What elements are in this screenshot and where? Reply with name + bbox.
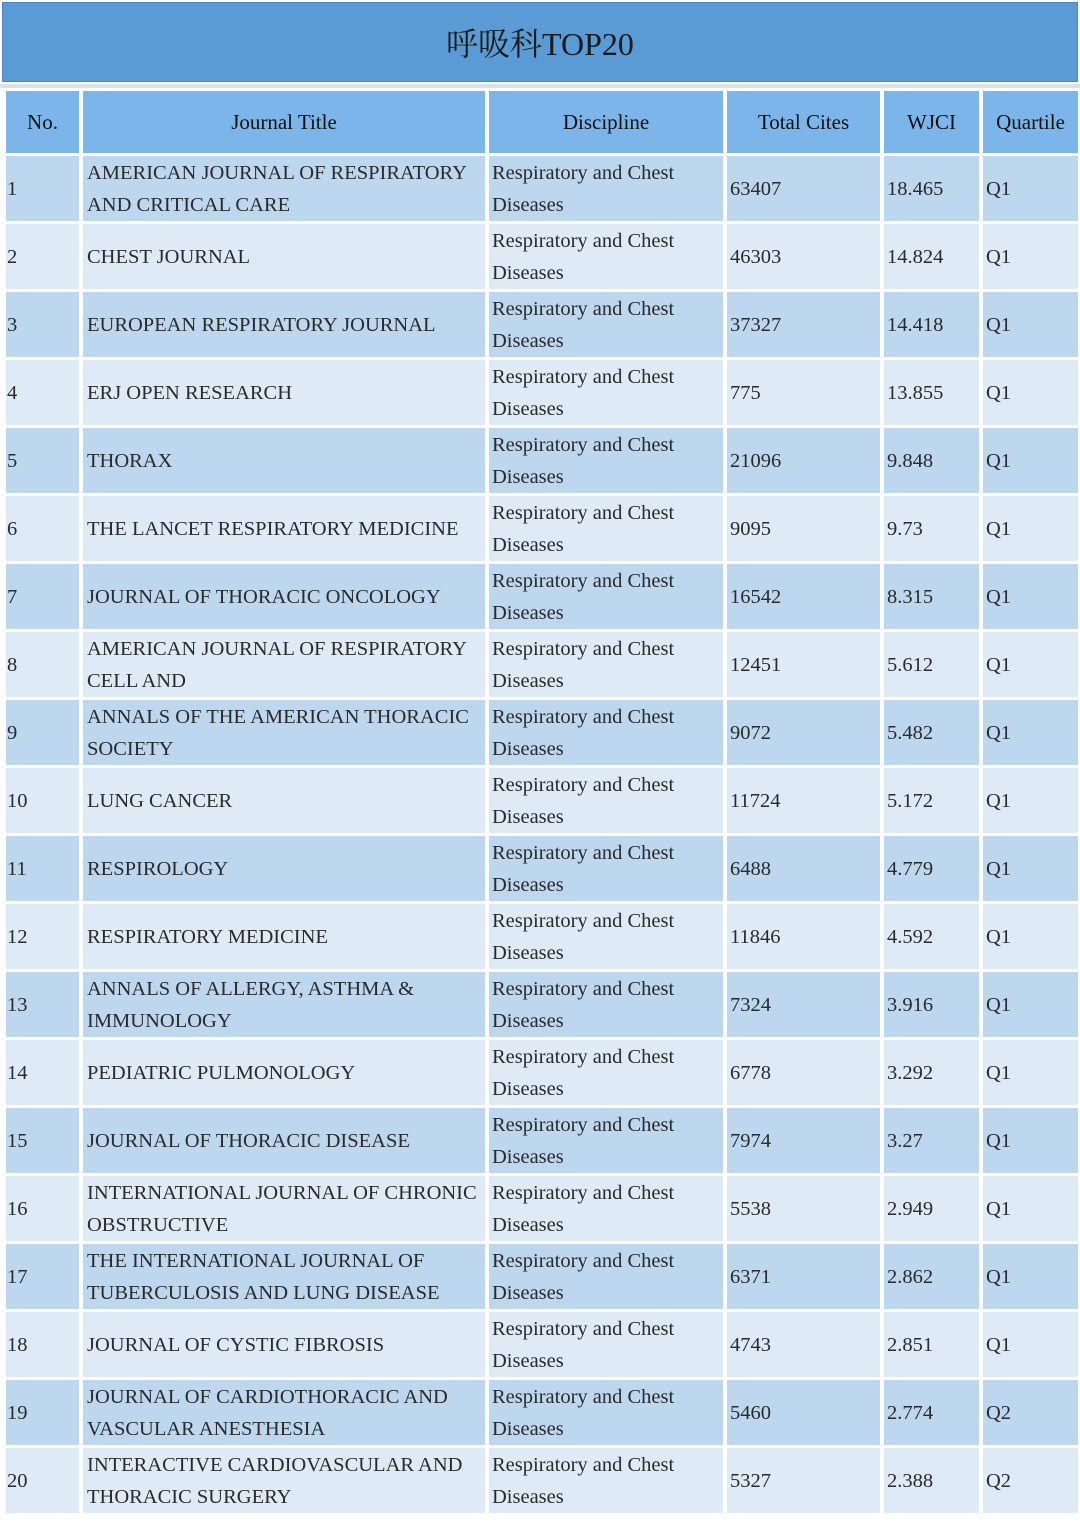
cell-no: 15 — [6, 1108, 79, 1173]
cell-wjci: 14.824 — [884, 224, 979, 289]
cell-no: 13 — [6, 972, 79, 1037]
cell-quartile: Q1 — [983, 156, 1078, 221]
cell-quartile: Q1 — [983, 836, 1078, 901]
cell-discipline: Respiratory and Chest Diseases — [489, 1448, 723, 1513]
cell-wjci: 9.848 — [884, 428, 979, 493]
cell-total-cites: 16542 — [727, 564, 880, 629]
cell-journal-title: THORAX — [83, 428, 485, 493]
table-row — [6, 768, 1078, 833]
cell-journal-title: JOURNAL OF THORACIC ONCOLOGY — [83, 564, 485, 629]
cell-no: 17 — [6, 1244, 79, 1309]
cell-wjci: 9.73 — [884, 496, 979, 561]
cell-journal-title: JOURNAL OF THORACIC DISEASE — [83, 1108, 485, 1173]
cell-quartile: Q1 — [983, 1040, 1078, 1105]
cell-quartile: Q1 — [983, 904, 1078, 969]
cell-quartile: Q1 — [983, 700, 1078, 765]
cell-quartile: Q1 — [983, 1108, 1078, 1173]
cell-journal-title: CHEST JOURNAL — [83, 224, 485, 289]
cell-discipline: Respiratory and Chest Diseases — [489, 1380, 723, 1445]
cell-no: 18 — [6, 1312, 79, 1377]
cell-wjci: 8.315 — [884, 564, 979, 629]
table-row — [6, 156, 1078, 221]
cell-journal-title: RESPIRATORY MEDICINE — [83, 904, 485, 969]
cell-discipline: Respiratory and Chest Diseases — [489, 700, 723, 765]
cell-quartile: Q1 — [983, 496, 1078, 561]
cell-no: 19 — [6, 1380, 79, 1445]
cell-total-cites: 5327 — [727, 1448, 880, 1513]
cell-total-cites: 6778 — [727, 1040, 880, 1105]
cell-no: 20 — [6, 1448, 79, 1513]
cell-wjci: 5.612 — [884, 632, 979, 697]
cell-wjci: 5.172 — [884, 768, 979, 833]
table-row — [6, 836, 1078, 901]
cell-discipline: Respiratory and Chest Diseases — [489, 224, 723, 289]
cell-journal-title: AMERICAN JOURNAL OF RESPIRATORY CELL AND — [83, 632, 485, 697]
cell-quartile: Q1 — [983, 224, 1078, 289]
cell-total-cites: 5460 — [727, 1380, 880, 1445]
cell-discipline: Respiratory and Chest Diseases — [489, 904, 723, 969]
header-journal-title: Journal Title — [83, 91, 485, 153]
cell-journal-title: THE LANCET RESPIRATORY MEDICINE — [83, 496, 485, 561]
cell-no: 5 — [6, 428, 79, 493]
cell-total-cites: 11724 — [727, 768, 880, 833]
cell-wjci: 3.292 — [884, 1040, 979, 1105]
header-row — [6, 91, 1078, 153]
cell-no: 10 — [6, 768, 79, 833]
cell-journal-title: JOURNAL OF CARDIOTHORACIC AND VASCULAR ANESTHESIA — [83, 1380, 485, 1445]
table-row — [6, 1040, 1078, 1105]
cell-no: 3 — [6, 292, 79, 357]
cell-total-cites: 37327 — [727, 292, 880, 357]
cell-no: 14 — [6, 1040, 79, 1105]
cell-wjci: 4.592 — [884, 904, 979, 969]
cell-quartile: Q1 — [983, 360, 1078, 425]
cell-quartile: Q1 — [983, 768, 1078, 833]
cell-journal-title: PEDIATRIC PULMONOLOGY — [83, 1040, 485, 1105]
cell-wjci: 14.418 — [884, 292, 979, 357]
table-row — [6, 1312, 1078, 1377]
table-row — [6, 1176, 1078, 1241]
cell-wjci: 5.482 — [884, 700, 979, 765]
cell-no: 8 — [6, 632, 79, 697]
table-row — [6, 496, 1078, 561]
cell-journal-title: LUNG CANCER — [83, 768, 485, 833]
cell-discipline: Respiratory and Chest Diseases — [489, 768, 723, 833]
cell-journal-title: JOURNAL OF CYSTIC FIBROSIS — [83, 1312, 485, 1377]
cell-discipline: Respiratory and Chest Diseases — [489, 836, 723, 901]
cell-quartile: Q1 — [983, 972, 1078, 1037]
table-body — [6, 156, 1078, 1513]
cell-quartile: Q1 — [983, 1176, 1078, 1241]
cell-no: 12 — [6, 904, 79, 969]
cell-wjci: 3.916 — [884, 972, 979, 1037]
cell-discipline: Respiratory and Chest Diseases — [489, 1108, 723, 1173]
cell-no: 2 — [6, 224, 79, 289]
cell-discipline: Respiratory and Chest Diseases — [489, 1312, 723, 1377]
header-discipline: Discipline — [489, 91, 723, 153]
cell-quartile: Q1 — [983, 1312, 1078, 1377]
cell-total-cites: 11846 — [727, 904, 880, 969]
cell-no: 16 — [6, 1176, 79, 1241]
header-total-cites: Total Cites — [727, 91, 880, 153]
cell-journal-title: ANNALS OF THE AMERICAN THORACIC SOCIETY — [83, 700, 485, 765]
table-title-bar — [2, 2, 1078, 82]
cell-discipline: Respiratory and Chest Diseases — [489, 360, 723, 425]
cell-no: 11 — [6, 836, 79, 901]
table-row — [6, 904, 1078, 969]
cell-no: 9 — [6, 700, 79, 765]
cell-quartile: Q1 — [983, 428, 1078, 493]
table-row — [6, 292, 1078, 357]
table-row — [6, 1108, 1078, 1173]
table-row — [6, 700, 1078, 765]
table-row — [6, 632, 1078, 697]
cell-total-cites: 6488 — [727, 836, 880, 901]
cell-wjci: 2.949 — [884, 1176, 979, 1241]
header-wjci: WJCI — [884, 91, 979, 153]
header-no: No. — [6, 91, 79, 153]
cell-quartile: Q1 — [983, 564, 1078, 629]
cell-total-cites: 775 — [727, 360, 880, 425]
cell-quartile: Q1 — [983, 1244, 1078, 1309]
cell-total-cites: 4743 — [727, 1312, 880, 1377]
cell-discipline: Respiratory and Chest Diseases — [489, 1040, 723, 1105]
cell-discipline: Respiratory and Chest Diseases — [489, 1244, 723, 1309]
cell-discipline: Respiratory and Chest Diseases — [489, 496, 723, 561]
table-row — [6, 564, 1078, 629]
table-row — [6, 428, 1078, 493]
cell-discipline: Respiratory and Chest Diseases — [489, 972, 723, 1037]
cell-wjci: 2.851 — [884, 1312, 979, 1377]
cell-journal-title: RESPIROLOGY — [83, 836, 485, 901]
table-row — [6, 972, 1078, 1037]
cell-quartile: Q1 — [983, 292, 1078, 357]
table-row — [6, 1244, 1078, 1309]
page-title: 呼吸科TOP20 — [446, 26, 634, 62]
cell-total-cites: 9095 — [727, 496, 880, 561]
cell-total-cites: 63407 — [727, 156, 880, 221]
cell-wjci: 2.862 — [884, 1244, 979, 1309]
cell-journal-title: ERJ OPEN RESEARCH — [83, 360, 485, 425]
cell-journal-title: INTERACTIVE CARDIOVASCULAR AND THORACIC SURGERY — [83, 1448, 485, 1513]
table-row — [6, 360, 1078, 425]
cell-journal-title: INTERNATIONAL JOURNAL OF CHRONIC OBSTRUCTIVE — [83, 1176, 485, 1241]
cell-journal-title: EUROPEAN RESPIRATORY JOURNAL — [83, 292, 485, 357]
table-row — [6, 1380, 1078, 1445]
cell-no: 1 — [6, 156, 79, 221]
cell-wjci: 3.27 — [884, 1108, 979, 1173]
cell-total-cites: 7324 — [727, 972, 880, 1037]
cell-quartile: Q2 — [983, 1380, 1078, 1445]
cell-journal-title: ANNALS OF ALLERGY, ASTHMA & IMMUNOLOGY — [83, 972, 485, 1037]
cell-journal-title: AMERICAN JOURNAL OF RESPIRATORY AND CRITICAL CARE — [83, 156, 485, 221]
cell-total-cites: 9072 — [727, 700, 880, 765]
cell-quartile: Q2 — [983, 1448, 1078, 1513]
cell-quartile: Q1 — [983, 632, 1078, 697]
table-row — [6, 1448, 1078, 1513]
cell-wjci: 2.774 — [884, 1380, 979, 1445]
cell-discipline: Respiratory and Chest Diseases — [489, 1176, 723, 1241]
cell-journal-title: THE INTERNATIONAL JOURNAL OF TUBERCULOSIS AND LUNG DISEASE — [83, 1244, 485, 1309]
cell-discipline: Respiratory and Chest Diseases — [489, 428, 723, 493]
cell-total-cites: 46303 — [727, 224, 880, 289]
cell-total-cites: 6371 — [727, 1244, 880, 1309]
cell-wjci: 4.779 — [884, 836, 979, 901]
cell-total-cites: 5538 — [727, 1176, 880, 1241]
cell-wjci: 18.465 — [884, 156, 979, 221]
cell-total-cites: 12451 — [727, 632, 880, 697]
cell-total-cites: 21096 — [727, 428, 880, 493]
cell-no: 4 — [6, 360, 79, 425]
cell-no: 7 — [6, 564, 79, 629]
table-row — [6, 224, 1078, 289]
cell-discipline: Respiratory and Chest Diseases — [489, 632, 723, 697]
cell-no: 6 — [6, 496, 79, 561]
cell-discipline: Respiratory and Chest Diseases — [489, 292, 723, 357]
journal-ranking-table — [2, 88, 1080, 1516]
cell-total-cites: 7974 — [727, 1108, 880, 1173]
header-quartile: Quartile — [983, 91, 1078, 153]
cell-discipline: Respiratory and Chest Diseases — [489, 564, 723, 629]
cell-wjci: 2.388 — [884, 1448, 979, 1513]
cell-discipline: Respiratory and Chest Diseases — [489, 156, 723, 221]
cell-wjci: 13.855 — [884, 360, 979, 425]
